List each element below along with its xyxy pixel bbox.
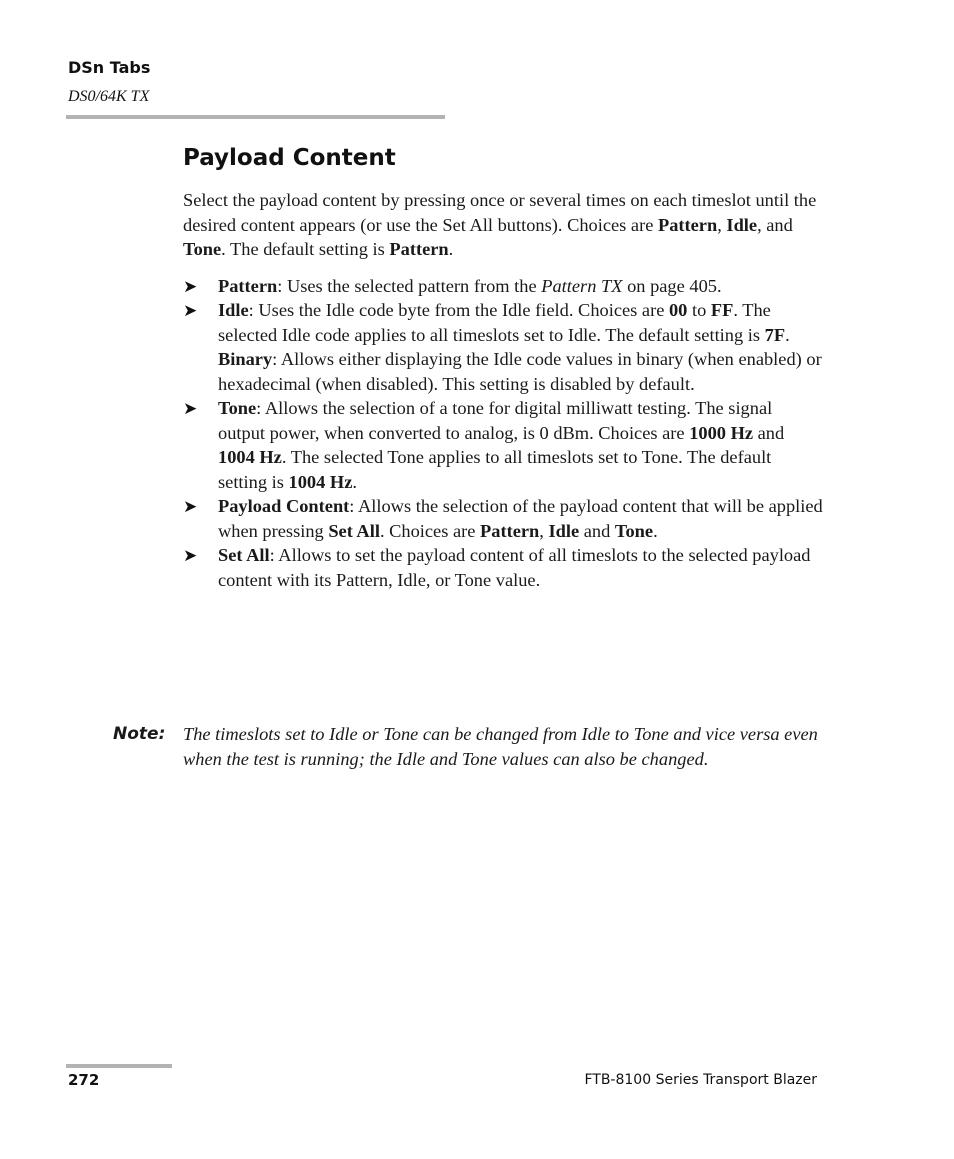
bullet-text: . The selected Idle code applies to all timeslots set to Idle. The default setting is [218,300,771,345]
bullet-idle [183,298,823,347]
bullet-bold: 1004 Hz [288,471,353,492]
bullet-text: : Allows the selection of the payload content that will be applied when pressing [218,496,823,541]
bullet-text: . [653,520,658,541]
bullet-arrow-icon: ➤ [183,301,198,321]
bullet-arrow-icon: ➤ [183,276,198,297]
bullet-bold: 1004 Hz [218,447,282,467]
bullet-text: on page 405. [622,275,722,296]
page-number: 272 [68,1071,100,1089]
bullet-term: Set All [218,545,270,565]
note-label: Note: [113,724,166,744]
note-block [113,722,823,771]
bullet-text: . Choices are [379,520,481,541]
bullet-text: and [579,520,615,541]
bullet-bold: Tone [614,520,654,541]
section-title: Payload Content [183,145,396,171]
cross-reference: Pattern TX [541,275,623,296]
intro-text-3: , and [757,214,793,235]
bullet-payload-content [183,494,823,543]
bullet-bold: 1000 Hz [689,422,754,443]
binary-paragraph [183,347,823,396]
bullet-text: : Uses the selected pattern from the [277,275,542,296]
bullet-text: : Uses the Idle code byte from the Idle field. Choices are [248,300,669,320]
bullet-term: Payload Content [218,496,350,516]
bullet-text: . [785,324,790,345]
bullet-bold: Idle [548,520,580,541]
bullet-term: Idle [218,300,249,320]
note-text: The timeslots set to Idle or Tone can be changed from Idle to Tone and vice versa even when the test is running; the Idle and Tone values can also be changed. [183,724,818,769]
bullet-term: Binary [218,349,273,369]
bullet-text: to [687,300,711,320]
running-header-title: DSn Tabs [68,58,151,77]
intro-text-4: . The default setting is [221,239,390,259]
bullet-text: : Allows the selection of a tone for digital milliwatt testing. The signal output power, when converted to analog, is 0 dBm. Choices are [218,398,773,443]
footer-product-title: FTB-8100 Series Transport Blazer [584,1072,817,1088]
bullet-bold: FF [710,300,734,320]
intro-text-1: Select the payload content by pressing once or several times on each timeslot until the desired content appears (or use the Set All buttons). Choices are [183,190,817,235]
bullet-bold: 00 [668,300,688,320]
header-rule [66,115,445,119]
bullet-arrow-icon: ➤ [183,399,198,419]
section-body [183,188,823,592]
bullet-term: Tone [218,398,257,418]
bullet-text: : Allows either displaying the Idle code values in binary (when enabled) or hexadecimal (when disabled). This setting is disabled by default. [218,349,822,394]
bullet-set-all [183,543,823,592]
bullet-text: , [539,520,549,541]
bullet-text: and [753,422,785,443]
bullet-arrow-icon: ➤ [183,497,198,517]
bullet-tone [183,396,823,494]
intro-bold-idle: Idle [726,214,758,235]
bullet-term: Pattern [218,275,278,296]
footer-rule [66,1064,172,1068]
intro-text-2: , [717,214,727,235]
bullet-arrow-icon: ➤ [183,546,198,566]
bullet-bold: 7F [764,324,786,345]
bullet-text: : Allows to set the payload content of all timeslots to the selected payload content with its Pattern, Idle, or Tone value. [218,545,811,590]
bullet-text: . [352,471,357,492]
intro-paragraph [183,188,823,262]
intro-bold-pattern: Pattern [657,214,718,235]
intro-bold-tone: Tone [183,239,222,259]
bullet-bold: Pattern [480,520,540,541]
bullet-bold: Set All [328,520,380,541]
intro-text-5: . [448,239,454,259]
bullet-text: . The selected Tone applies to all timeslots set to Tone. The default setting is [218,447,772,492]
running-header-subtitle: DS0/64K TX [68,88,150,105]
intro-bold-default: Pattern [389,239,449,259]
bullet-pattern [183,274,823,299]
